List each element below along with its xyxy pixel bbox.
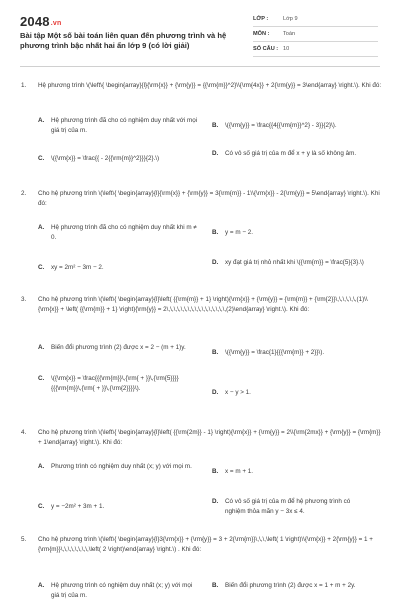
option-letter: C. [38,155,45,162]
option-text: x − y > 1. [225,389,251,396]
option-text: \({\rm{y}} = \frac{1}{{{\rm{m}} + 2}}\). [225,349,325,356]
option-letter: A. [38,117,45,124]
option-letter: D. [212,498,219,505]
option-text: Phương trình có nghiệm duy nhất (x; y) với mọi m. [51,463,192,470]
option-text: Có vô số giá trị của m để hệ phương trình có nghiệm thỏa mãn y − 3x ≤ 4. [225,498,351,515]
logo-text: 2048 [20,14,50,29]
option-text: xy = 2m² − 3m − 2. [51,264,104,271]
option-letter: D. [212,259,219,266]
option-letter: B. [212,582,219,589]
option-letter: C. [38,375,45,382]
option-text: \({\rm{x}} = \frac{{{\rm{m}}\,{\rm{ + }}\,{\rm{5}}}}{{{\rm{m}}\,{\rm{ + }}\,{\rm{2}}}}\). [51,375,179,392]
question-stem: Cho hệ phương trình \(\left\{ \begin{array}{l}\left( {{\rm{2m}} - 1} \right){\rm{x}} + {\rm{y}} = 2\\{\rm{2mx}} + {\rm{y}} = {\rm{m}} + 1\end{array} \right.\). Khi đó: [38,429,381,446]
option-letter: D. [212,389,219,396]
meta-value: Lớp 9 [283,16,298,22]
question-number: 2. [21,190,27,197]
option-text: Hệ phương trình đã cho có nghiệm duy nhất với mọi giá trị của m. [51,117,198,134]
document-title: Bài tập Một số bài toán liên quan đến phương trình và hệ phương trình bậc nhất hai ẩn lớp 9 (có lời giải) [20,31,227,50]
option-text: y = m − 2. [225,229,253,236]
option-text: x = m + 1. [225,468,253,475]
question-stem: Hệ phương trình \(\left\{ \begin{array}{l}{\rm{x}} + {\rm{y}} = {{\rm{m}}^2}\\{\rm{4x}} + 2{\rm{y}} = 3\end{array} \right.\). Khi đó: [38,82,382,89]
header-divider [20,66,380,67]
option-text: y = −2m² + 3m + 1. [51,503,105,510]
option-text: \({\rm{x}} = \frac{{ - 2{{\rm{m}}^2}}}{2}.\) [51,155,160,162]
option-text: Có vô số giá trị của m để x + y là số không âm. [225,150,357,157]
option-letter: B. [212,122,219,129]
option-letter: A. [38,463,45,470]
meta-label: SỐ CÂU : [253,46,279,52]
meta-row-subject [253,29,378,42]
option-text: Hệ phương trình có nghiệm duy nhất (x; y) với mọi giá trị của m. [51,582,193,599]
logo-suffix: .vn [50,20,62,27]
question-number: 1. [21,82,27,89]
question-stem: Cho hệ phương trình \(\left\{ \begin{array}{l}\left( {{\rm{m}} + 1} \right){\rm{x}} + {\rm{y}} = {\rm{m}} + {\rm{2}}\,\,\,\,\,\,(1)\\{\rm{x}} + \left( {{\rm{m}} + 1} \right){\rm{y}} = 2\,\,\,\,\,\,\,\,\,\,\,\,\,\,\,\,\,(2)\end{array} \right.\). Khi đó: [38,296,368,313]
meta-value: Toán [283,31,296,37]
option-text: Biến đổi phương trình (2) được x = 2 − (m + 1)y. [51,344,186,351]
option-letter: B. [212,229,219,236]
question-number: 3. [21,296,27,303]
question-stem: Cho hệ phương trình \(\left\{ \begin{array}{l}3{\rm{x}} + {\rm{y}} = 3 + 2{\rm{m}}\,\,\,\left( 1 \right)\\{\rm{x}} + 2{\rm{y}} = 1 + {\rm{m}}\,\,\,\,\,\,\,\,\left( 2 \right)\end{array} \right.\) . Khi đó: [38,536,373,553]
option-letter: C. [38,503,45,510]
option-letter: D. [212,150,219,157]
option-text: xy đạt giá trị nhỏ nhất khi \({\rm{m}} = \frac{5}{3}.\) [225,259,364,266]
option-text: \({\rm{y}} = \frac{{4{{\rm{m}}^2} - 3}}{2}\). [225,122,337,129]
meta-label: MÔN : [253,31,270,37]
meta-value: 10 [283,46,290,52]
meta-row-class [253,14,378,27]
option-letter: A. [38,224,45,231]
document-meta [253,14,378,59]
option-text: Hệ phương trình đã cho có nghiệm duy nhất khi m ≠ 0. [51,224,197,241]
document-header [0,0,400,62]
question-number: 5. [21,536,27,543]
meta-row-count [253,44,378,57]
option-letter: B. [212,349,219,356]
meta-label: LỚP : [253,16,269,22]
option-letter: A. [38,344,45,351]
question-number: 4. [21,429,27,436]
option-letter: A. [38,582,45,589]
option-letter: C. [38,264,45,271]
option-text: Biến đổi phương trình (2) được x = 1 + m + 2y. [225,582,356,589]
site-logo[interactable] [20,14,61,29]
option-letter: B. [212,468,219,475]
question-stem: Cho hệ phương trình \(\left\{ \begin{array}{l}{\rm{x}} + {\rm{y}} = 3{\rm{m}} - 1\\{\rm{x}} - 2{\rm{y}} = 5\end{array} \right.\). Khi đó: [38,190,380,207]
